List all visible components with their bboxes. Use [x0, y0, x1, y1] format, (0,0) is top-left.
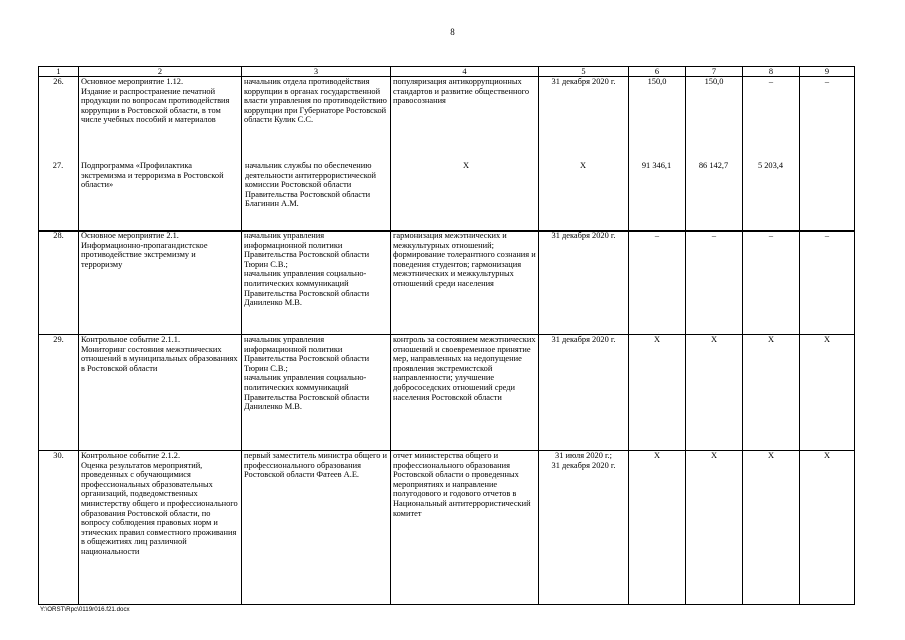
table-row [39, 231, 855, 335]
row-value-9: X [800, 451, 855, 605]
table-row [39, 451, 855, 605]
row-value-6: 91 346,1 [641, 161, 672, 170]
row-value-7: X [686, 451, 743, 605]
row-value-6: X [629, 335, 686, 451]
row-value-9: – [800, 231, 855, 335]
footer-file-path: Y:\ORST\Rpc\0119r016.f21.docx [40, 606, 130, 613]
row-value-8: – [743, 77, 800, 232]
row-responsible: начальник отдела противодействия коррупции в органах государственной власти управления по противодействию коррупции при Губернаторе Ростовской области Кулик С.С. [242, 77, 391, 232]
row-date: 31 декабря 2020 г. [539, 231, 629, 335]
row-date: X [579, 161, 587, 170]
row-number: 30. [39, 451, 79, 605]
row-number: 27. [52, 161, 64, 170]
row-result: гармонизация межэтнических и межкультурных отношений; формирование толерантного сознания и поведения студентов; гармонизация межэтнических и межкультурных отношений среди населения [391, 231, 539, 335]
row-number: 28. [39, 231, 79, 335]
row-result: отчет министерства общего и профессионального образования Ростовской области о проведенных мероприятиях и направление полугодового и годового отчетов в Национальный антитеррористический комитет [391, 451, 539, 605]
row-date: 31 декабря 2020 г. [539, 335, 629, 451]
header-cell-4: 4 [391, 67, 539, 77]
row-date: 31 июля 2020 г.; 31 декабря 2020 г. [539, 451, 629, 605]
row-value-6: – [629, 231, 686, 335]
row-value-8: 5 203,4 [757, 161, 784, 170]
row-value-7: X [686, 335, 743, 451]
row-result: контроль за состоянием межэтнических отношений и своевременное принятие мер, направленных на недопущение проявления экстремистской направленности; улучшение добрососедских отношений среди населения Ростовской области [391, 335, 539, 451]
row-value-7: 150,0 [686, 77, 743, 232]
row-name-text: Основное мероприятие 1.12. Издание и распространение печатной продукции по вопросам противодействия коррупции в Ростовской области, в том числе учебных пособий и материалов [81, 77, 230, 125]
header-cell-8: 8 [743, 67, 800, 77]
row-value-9: X [800, 335, 855, 451]
row-responsible: начальник управления информационной политики Правительства Ростовской области Тюрин С.В.; начальник управления социально-политических коммуникаций Правительства Ростовской области Даниленко М.В. [242, 231, 391, 335]
row-name: Подпрограмма «Профилактика экстремизма и терроризма в Ростовской области» [81, 161, 224, 190]
row-value-9: – [800, 77, 855, 232]
row-value-8: – [743, 231, 800, 335]
row-value-7: – [686, 231, 743, 335]
row-result: X [462, 161, 470, 170]
row-name: Основное мероприятие 2.1. Информационно-пропагандистское противодействие экстремизму и терроризму [79, 231, 242, 335]
row-name: Контрольное событие 2.1.2. Оценка результатов мероприятий, проведенных с обучающимися профессиональных образовательных организаций, подведомственных министерству общего и профессионального образования Ростовской области, по вопросу соблюдения правовых норм и этических правил совместного проживания в общежитиях лиц различной национальности [79, 451, 242, 605]
header-cell-2: 2 [79, 67, 242, 77]
header-cell-1: 1 [39, 67, 79, 77]
row-name: Контрольное событие 2.1.1. Мониторинг состояния межэтнических отношений в муниципальных образованиях в Ростовской области [79, 335, 242, 451]
plan-table-continued [38, 230, 855, 605]
header-cell-9: 9 [800, 67, 855, 77]
header-row [39, 67, 855, 77]
row-value-7: 86 142,7 [698, 161, 729, 170]
row-date: 31 декабря 2020 г. [539, 77, 629, 232]
header-cell-7: 7 [686, 67, 743, 77]
row-27-overlay [38, 157, 854, 229]
row-value-6: X [629, 451, 686, 605]
table-row [39, 335, 855, 451]
row-value-8: X [743, 335, 800, 451]
row-result: популяризация антикоррупционных стандартов и развитие общественного правосознания [391, 77, 539, 232]
row-value-6: 150,0 [629, 77, 686, 232]
row-value-8: X [743, 451, 800, 605]
header-cell-3: 3 [242, 67, 391, 77]
row-responsible: первый заместитель министра общего и профессионального образования Ростовской области Фатеев А.Е. [242, 451, 391, 605]
page-number: 8 [450, 27, 455, 37]
header-cell-5: 5 [539, 67, 629, 77]
row-number: 26. [39, 77, 79, 232]
row-responsible: начальник управления информационной политики Правительства Ростовской области Тюрин С.В.; начальник управления социально-политических коммуникаций Правительства Ростовской области Даниленко М.В. [242, 335, 391, 451]
row-responsible: начальник службы по обеспечению деятельности антитеррористической комиссии Ростовской области Правительства Ростовской области Благинин А.М. [245, 161, 377, 209]
header-cell-6: 6 [629, 67, 686, 77]
row-number: 29. [39, 335, 79, 451]
